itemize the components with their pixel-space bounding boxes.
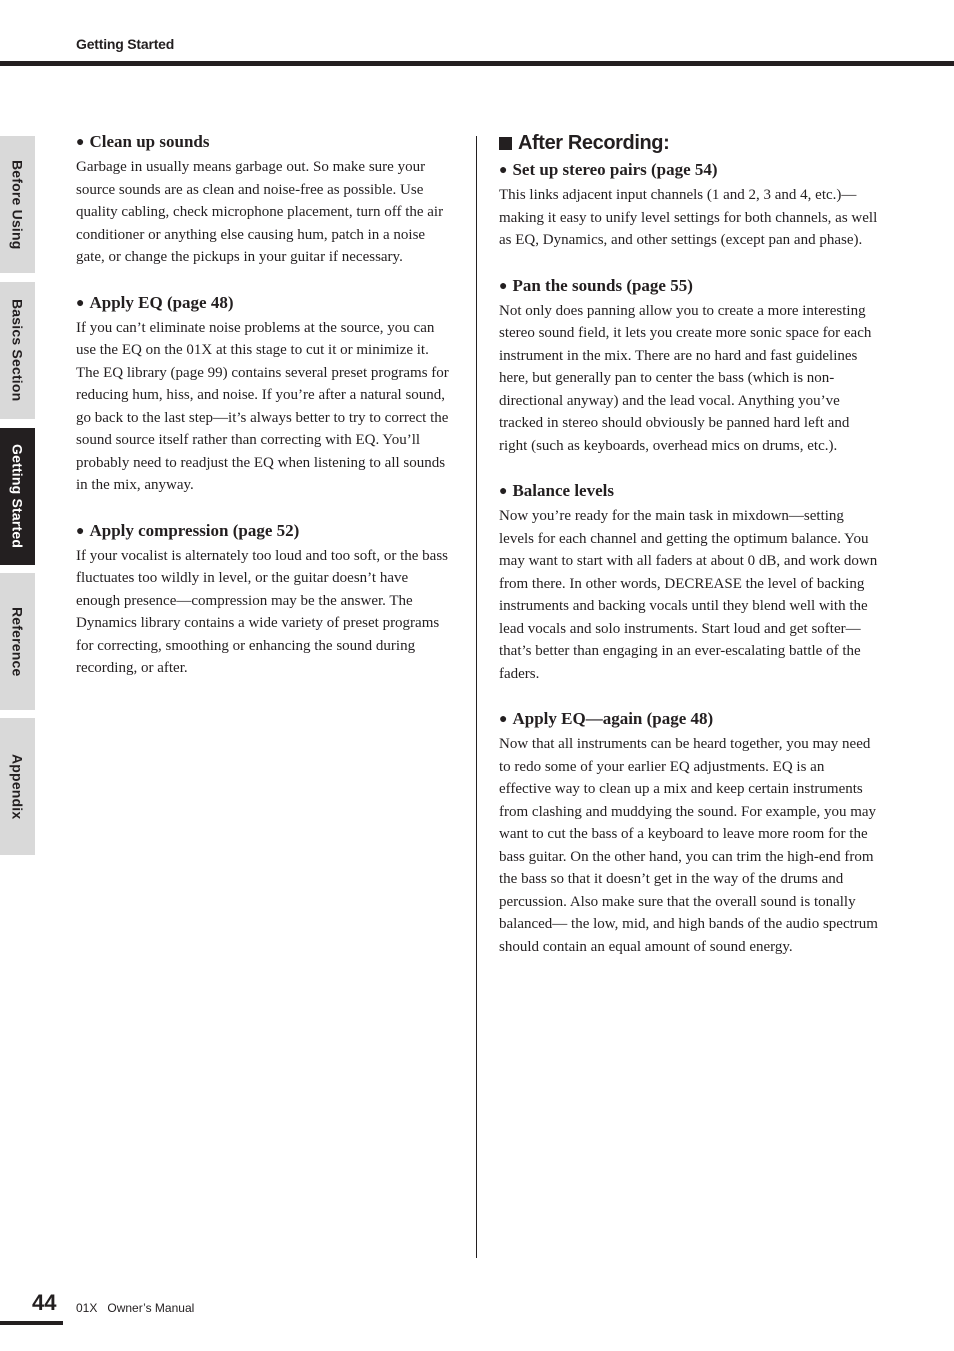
footer-rule [0,1321,63,1325]
section-stereo-pairs [499,158,879,252]
section-body: Now that all instruments can be heard together, you may need to redo some of your earlier EQ adjustments. EQ is an effective way to clean up a mix and keep certain instruments from clashing and muddying the sound. For example, you may want to cut the bass of a keyboard to leave more room for the bass guitar. On the other hand, you can trim the high-end from the bass so that it doesn’t get in the way of the drums and percussion. Also make sure that the overall sound is tonally balanced— the low, mid, and high bands of the audio spectrum should contain an equal amount of sound energy. [499,736,878,955]
bullet-icon: ● [76,135,85,150]
running-header: Getting Started [76,36,175,52]
left-column [76,130,454,702]
manual-title: 01X Owner’s Manual [76,1301,195,1315]
section-apply-eq [76,291,454,497]
right-column [499,130,879,980]
section-heading: ● Set up stereo pairs (page 54) [499,160,718,179]
section-heading: ● Apply compression (page 52) [76,520,300,540]
tab-basics-section[interactable]: Basics Section [0,282,35,419]
section-apply-eq-again [499,707,879,958]
tab-getting-started[interactable]: Getting Started [0,428,35,565]
section-balance-levels [499,479,879,685]
page-number: 44 [32,1290,57,1315]
section-pan-sounds [499,274,879,458]
section-body: If you can’t eliminate noise problems at the source, you can use the EQ on the 01X at this stage to cut it or minimize it. The EQ library (page 99) contains several preset programs for reducing hum, hiss, and noise. If you’re after a natural sound, go back to the last step—it’s always better to try to correct the sound source itself rather than correcting with EQ. You’ll probably need to readjust the EQ when listening to all sounds in the mix, anyway. [76,319,449,493]
header-rule [0,61,954,66]
section-heading: ● Apply EQ (page 48) [76,292,234,312]
tab-appendix[interactable]: Appendix [0,718,35,855]
section-body: Garbage in usually means garbage out. So make sure your source sounds are as clean and noise-free as possible. Use quality cabling, check microphone placement, turn off the air conditioner or anything else causing hum, patch in a noise gate, or change the pickups in your guitar if necessary. [76,159,444,265]
section-heading: ● Balance levels [499,481,614,500]
section-clean-up-sounds [76,130,454,269]
bullet-icon: ● [76,523,85,539]
square-bullet-icon [499,137,512,150]
section-body: Not only does panning allow you to create a more interesting stereo sound field, it lets you create more sonic space for each instrument in the mix. There are no hard and fast guidelines here, but generally pan to center the bass (which is non-directional anyway) and the lead vocal. Anything you’ve tracked in stereo should obviously be panned hard left and right (such as keyboards, overhead mics on drums, etc.). [499,302,872,454]
section-heading: ● Apply EQ—again (page 48) [499,709,714,728]
after-recording-title: After Recording: [499,130,879,156]
section-body: This links adjacent input channels (1 and 2, 3 and 4, etc.)—making it easy to unify level settings for both channels, as well as EQ, Dynamics, and other settings (except pan and phase). [499,187,878,248]
tab-reference[interactable]: Reference [0,573,35,710]
section-heading: ● Pan the sounds (page 55) [499,275,693,295]
bullet-icon: ● [499,712,508,727]
bullet-icon: ● [499,278,508,294]
section-body: Now you’re ready for the main task in mixdown—setting levels for each channel and getting the optimum balance. You may want to start with all faders at about 0 dB, and work down from there. In other words, DECREASE the level of backing instruments and backing vocals until they blend well with the lead vocals and solo instruments. Start loud and get softer—that’s better than engaging in an ever-escalating battle of the faders. [499,508,878,682]
column-divider [476,136,477,1258]
section-body: If your vocalist is alternately too loud and too soft, or the bass fluctuates too wildly in level, or the guitar doesn’t have enough presence—compression may be the answer. The Dynamics library contains a wide variety of preset programs for correcting, smoothing or enhancing the sound during recording, or after. [76,547,449,676]
bullet-icon: ● [76,295,85,311]
section-apply-compression [76,519,454,680]
tab-before-using[interactable]: Before Using [0,136,35,273]
bullet-icon: ● [499,163,508,178]
section-heading: ● Clean up sounds [76,132,210,151]
bullet-icon: ● [499,484,508,499]
